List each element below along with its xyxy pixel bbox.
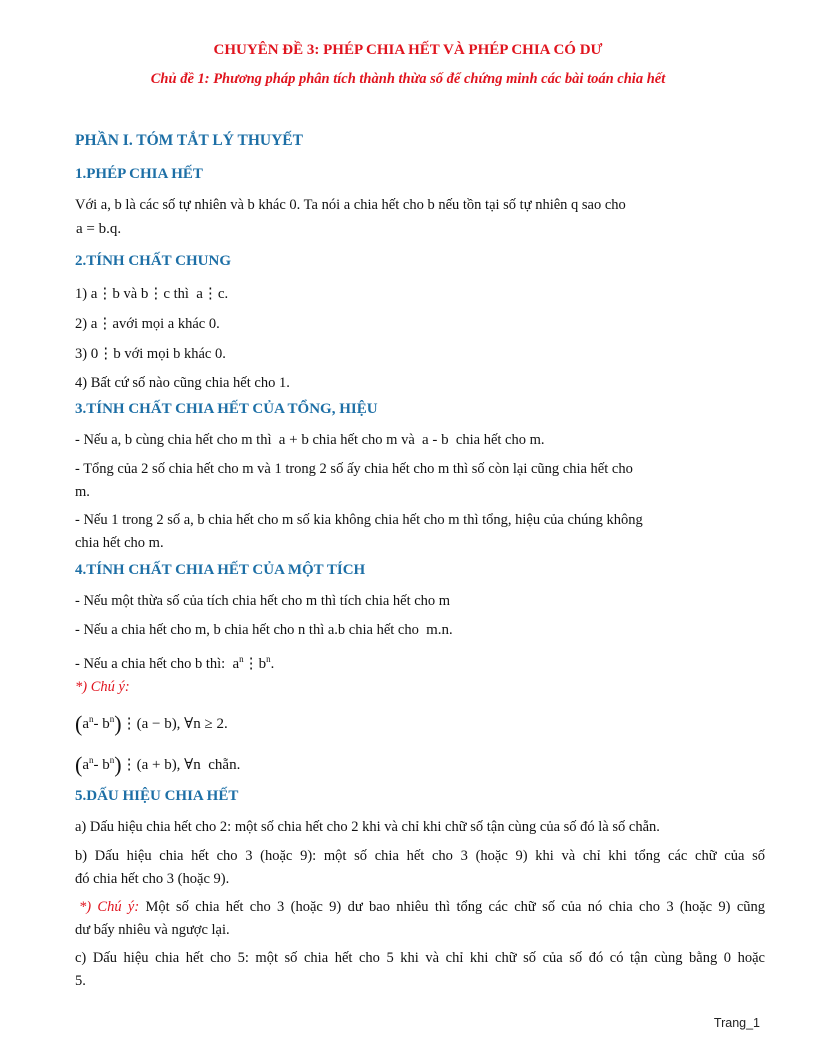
s4-line3: - Nếu a chia hết cho b thì: $a^n⋮b^n$. <box>75 654 275 672</box>
s5-heading: 5.DẤU HIỆU CHIA HẾT <box>75 788 239 804</box>
s5-item-a: a) Dấu hiệu chia hết cho 2: một số chia hết cho 2 khi và chỉ khi chữ số tận cùng của số đó là số chẵn. <box>75 819 660 835</box>
s1-formula: a = b.q <box>76 221 118 237</box>
s4-heading: 4.TÍNH CHẤT CHIA HẾT CỦA MỘT TÍCH <box>75 562 366 578</box>
s2-line3: 3) 0⋮b với mọi b khác 0. <box>75 346 226 362</box>
s5-note: *) Chú ý: Một số chia hết cho 3 (hoặc 9) dư bao nhiêu thì tổng các chữ số của nó chia cho 3 (hoặc 9) cũng <box>79 899 766 915</box>
s4-formula2: ($a^n-$ $b^n)⋮(a + b)$, ∀n chẵn. <box>75 752 241 777</box>
s5-item-c: c) Dấu hiệu chia hết cho 5: một số chia hết cho 5 khi và chỉ khi chữ số của số đó có tận cùng bằng 0 hoặc <box>75 950 765 966</box>
s5-note-cont: dư bấy nhiêu và ngược lại. <box>75 922 230 938</box>
s5-item-b: b) Dấu hiệu chia hết cho 3 (hoặc 9): một số chia hết cho 3 (hoặc 9) khi và chỉ khi tổng các chữ của số <box>75 848 765 864</box>
s4-line1: - Nếu một thừa số của tích chia hết cho m thì tích chia hết cho m <box>75 593 451 609</box>
s5-item-c-cont: 5. <box>75 973 86 989</box>
s1-text: Với a, b là các số tự nhiên và b khác 0. Ta nói a chia hết cho b nếu tồn tại số tự nhiên q sao cho <box>75 197 626 213</box>
s5-note-label: *) Chú ý: <box>79 899 140 915</box>
s3-line1: - Nếu a, b cùng chia hết cho m thì a + b chia hết cho m và a - b chia hết cho m. <box>75 432 545 448</box>
s2-line2: 2) a⋮avới mọi a khác 0. <box>75 316 220 332</box>
s3-line2: - Tổng của 2 số chia hết cho m và 1 trong 2 số ấy chia hết cho m thì số còn lại cũng chia hết cho <box>75 461 633 477</box>
s3-line2b: m. <box>75 484 90 500</box>
page-number: Trang_1 <box>713 1016 760 1030</box>
s2-line1: 1) a⋮b và b⋮c thì a⋮c. <box>75 286 229 302</box>
s2-heading: 2.TÍNH CHẤT CHUNG <box>75 253 231 269</box>
doc-subtitle: Chủ đề 1: Phương pháp phân tích thành thừa số để chứng minh các bài toán chia hết <box>150 71 666 87</box>
s4-formula1: ($a^n-$ $b^n)⋮(a - b)$, ∀n ≥ 2. <box>75 711 228 736</box>
s3-line3: - Nếu 1 trong 2 số a, b chia hết cho m số kia không chia hết cho m thì tổng, hiệu của chúng không <box>75 512 643 528</box>
s3-heading: 3.TÍNH CHẤT CHIA HẾT CỦA TỔNG, HIỆU <box>75 401 378 417</box>
s1-formula-line: a = b.q. <box>76 221 122 237</box>
s1-heading: 1.PHÉP CHIA HẾT <box>75 166 203 182</box>
s4-note-label: *) Chú ý: <box>75 679 130 695</box>
s2-line4: 4) Bất cứ số nào cũng chia hết cho 1. <box>75 375 290 391</box>
s4-line2: - Nếu a chia hết cho m, b chia hết cho n thì a.b chia hết cho m.n. <box>75 622 453 638</box>
part1-heading: PHẦN I. TÓM TẮT LÝ THUYẾT <box>75 132 303 149</box>
doc-title: CHUYÊN ĐỀ 3: PHÉP CHIA HẾT VÀ PHÉP CHIA CÓ DƯ <box>213 42 603 58</box>
s3-line3b: chia hết cho m. <box>75 535 164 551</box>
s5-item-b-cont: đó chia hết cho 3 (hoặc 9). <box>75 871 230 887</box>
